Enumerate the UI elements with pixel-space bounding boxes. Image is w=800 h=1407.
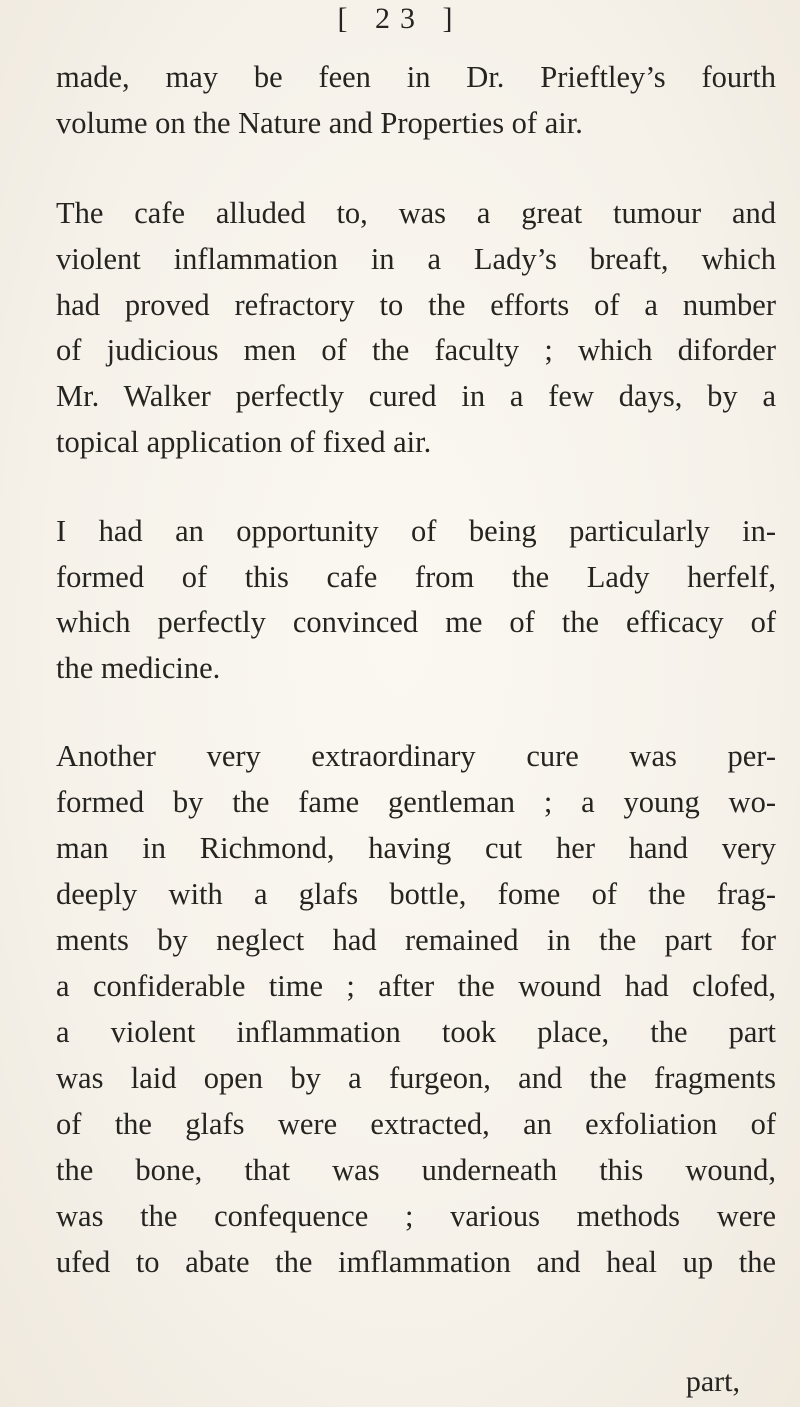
text-line: which perfectly convinced me of the efficacy of — [56, 605, 776, 639]
text-line: ments by neglect had remained in the part for — [56, 923, 776, 957]
text-line: Mr. Walker perfectly cured in a few days, by a — [56, 379, 776, 413]
text-line: was the confequence ; various methods were — [56, 1199, 776, 1233]
text-line: Another very extraordinary cure was per- — [56, 739, 776, 773]
text-line: I had an opportunity of being particularly in- — [56, 514, 776, 548]
catchword: part, — [685, 1365, 740, 1398]
text-line: the medicine. — [56, 651, 221, 685]
text-line: formed by the fame gentleman ; a young wo- — [56, 785, 776, 819]
text-line: had proved refractory to the efforts of a number — [56, 288, 776, 322]
text-line: The cafe alluded to, was a great tumour and — [56, 196, 776, 230]
text-line: formed of this cafe from the Lady herfelf, — [56, 560, 776, 594]
text-line: man in Richmond, having cut her hand very — [56, 831, 776, 865]
text-line: deeply with a glafs bottle, fome of the frag- — [56, 877, 776, 911]
text-line: a confiderable time ; after the wound had clofed, — [56, 969, 776, 1003]
text-line: topical application of fixed air. — [56, 425, 432, 459]
text-line: violent inflammation in a Lady’s breaft, which — [56, 242, 776, 276]
text-line: made, may be feen in Dr. Prieftley’s fourth — [56, 60, 776, 94]
text-line: of judicious men of the faculty ; which diforder — [56, 333, 776, 367]
text-line: was laid open by a furgeon, and the fragments — [56, 1061, 776, 1095]
text-line: ufed to abate the imflammation and heal up the — [56, 1245, 776, 1279]
text-line: a violent inflammation took place, the part — [56, 1015, 776, 1049]
text-line: volume on the Nature and Properties of air. — [56, 106, 583, 140]
page-number: [ 23 ] — [337, 2, 463, 35]
text-line: of the glafs were extracted, an exfoliation of — [56, 1107, 776, 1141]
text-line: the bone, that was underneath this wound, — [56, 1153, 776, 1187]
